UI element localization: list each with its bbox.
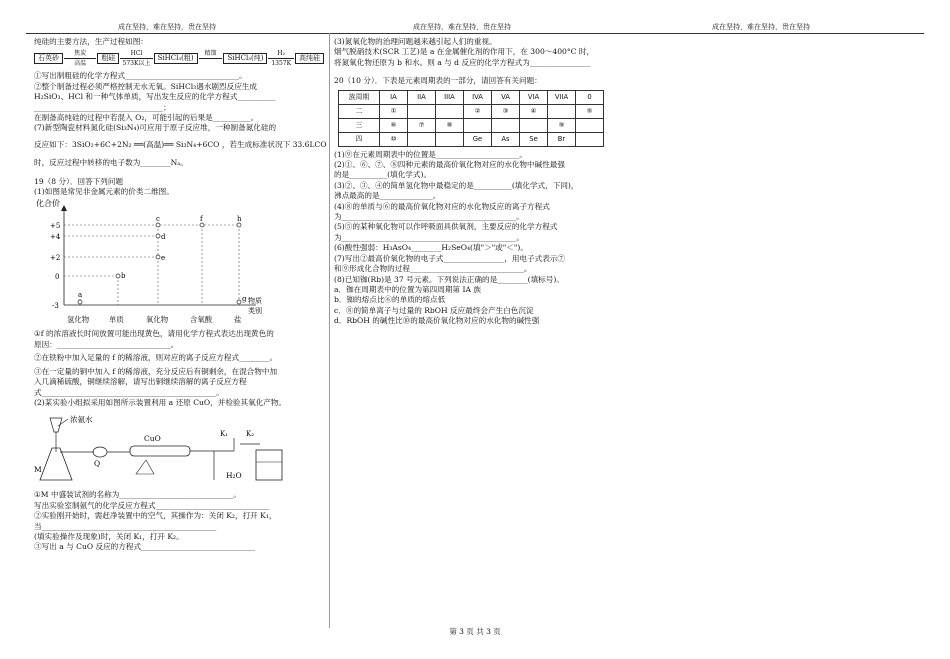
ytick: +4 [50,233,61,242]
table-header-cell: VA [492,90,520,104]
text-line: H₂SiO₃、HCl 和一种气体单质，写出发生反应的化学方程式__________ [34,92,276,102]
table-cell [492,118,520,132]
flow-arrow-2: HCl 573K以上 [120,50,152,67]
text-line: ①M 中盛装试剂的名称为______________________________。 [34,490,241,500]
option-d: d．RbOH 的碱性比⑩的最高价氧化物对应的水化物的碱性强 [334,316,540,326]
table-cell: ⑧ [436,118,464,132]
text-line: ③写出 a 与 CuO 反应的方程式______________________________ [34,542,255,552]
table-cell [548,104,576,118]
text-line: (4)⑧的单质与⑥的最高价氧化物对应的水化物反应的离子方程式 [334,201,550,211]
text-line: 烟气脱硝技术(SCR 工艺)是 a 在金属催化剂的作用下，在 300～400°C 时， [334,47,595,57]
text-line: (7)新型陶瓷材料氮化硅(Si₃N₄)可应用于原子反应堆，一种制备氮化硅的 [34,123,277,133]
flow-arrow-1: 焦炭 高温 [64,50,96,67]
table-cell: Ge [464,132,492,146]
table-header-cell: VIIA [548,90,576,104]
label-b: b [121,272,126,281]
table-cell [436,132,464,146]
text-line: (2)某实验小组拟采用如图所示装置利用 a 还原 CuO，并检验其氧化产物。 [34,397,287,407]
text-line: (1)如图是常见非金属元素的价类二维图。 [34,187,174,197]
table-cell: Br [548,132,576,146]
table-row [339,132,604,146]
table-cell: ③ [492,104,520,118]
ytick: 0 [55,273,60,282]
table-header-cell: IIA [408,90,436,104]
label-water: H₂O [226,471,242,481]
table-header-cell: 族周期 [339,90,380,104]
label-e: e [161,254,166,263]
production-flowchart [34,50,324,67]
ytick: -3 [52,302,59,311]
table-cell: Se [520,132,548,146]
label-h: h [237,215,242,224]
label-k2: K₂ [246,430,255,439]
table-header-cell: VIA [520,90,548,104]
header-rule [26,33,924,34]
flow-arrow-4: H₂ 1357K [268,50,294,67]
table-cell [436,104,464,118]
question-20-title: 20（10 分）．下表是元素周期表的一部分，请回答有关问题： [334,76,542,86]
text-line: 时，反应过程中转移的电子数为________Nₐ。 [34,158,188,168]
label-d: d [161,233,166,242]
table-cell: 三 [339,118,380,132]
column-divider [329,33,330,628]
text-line: (6)酸性强弱：H₃AsO₄________H₂SeO₄(填"＞"或"＜")。 [334,243,528,253]
ytick: +5 [50,222,61,231]
table-cell: ④ [520,104,548,118]
table-header-cell: IVA [464,90,492,104]
xcat: 氢化物 [67,315,90,325]
table-cell: ⑥ [380,118,408,132]
text-line: ③在一定量的铜中加入 f 的稀溶液，充分反应后有铜剩余，在混合物中加 [34,366,278,376]
text-line: 的是__________(填化学式)。 [334,170,432,180]
label-a: a [78,291,83,300]
label-g: g [242,295,247,304]
label-m: M [34,465,42,475]
point-c [156,223,160,227]
question-19-title: 19（8 分）．回答下列问题 [34,176,124,186]
apparatus-diagram [34,408,314,490]
table-header-cell: IA [380,90,408,104]
table-header-cell: 0 [576,90,604,104]
text-line: 入几滴稀硫酸，铜继续溶解，请写出铜继续溶解的离子反应方程 [34,377,247,387]
table-cell [408,104,436,118]
table-cell [408,132,436,146]
point-b [116,274,120,278]
flow-box-5: 高纯硅 [295,53,324,64]
label-f: f [200,215,203,224]
point-d [156,234,160,238]
periodic-table [338,90,604,147]
text-line: ②整个制备过程必须严格控制无水无氧。SiHCl₃遇水剧烈反应生成 [34,81,257,91]
text-line: (填实验操作及现象)时，关闭 K₁，打开 K₂。 [34,531,184,541]
table-cell: ② [464,104,492,118]
chart-xlabel: 物质 [248,297,262,306]
xcat: 氧化物 [146,315,169,325]
table-cell: As [492,132,520,146]
table-row [339,118,604,132]
text-line: 和⑨形成化合物的过程______________________________。 [334,264,532,274]
valence-class-chart [34,197,284,315]
point-f [200,223,204,227]
xcat: 单质 [109,315,124,325]
header-motto-middle: 成在坚持，难在坚持，贵在坚持 [413,23,511,31]
text-line: 原因：______________________________。 [34,339,179,349]
text-line: 在制备高纯硅的过程中若混入 O₂，可能引起的后果是__________。 [34,113,259,123]
text-line: ②在铁粉中加入足量的 f 的稀溶液，则对应的离子反应方程式________。 [34,353,278,363]
label-ammonia: 浓氨水 [70,415,93,425]
text-line: 反应如下：3SiO₂+6C+2N₂ ══(高温)══ Si₃N₄+6CO ，若生成标准状况下 33.6LCO [34,139,327,149]
point-g [237,300,241,304]
text-line: 沸点最高的是______________。 [334,191,441,201]
table-cell: ⑤ [576,104,604,118]
table-cell: ⑨ [548,118,576,132]
table-cell [520,118,548,132]
intro-text: 纯硅的主要方法，生产过程如图： [34,37,148,46]
text-line: ①写出制粗硅的化学方程式______________________________。 [34,71,247,81]
label-k1: K₁ [220,430,229,439]
text-line: 写出实验室制氨气的化学反应方程式______________________________ [34,500,270,510]
left-column [34,37,327,553]
label-cuo: CuO [144,434,161,444]
label-q: Q [94,459,101,469]
text-line: 当______________________________________________ [34,521,217,531]
header-motto-right: 成在坚持，难在坚持，贵在坚持 [712,23,810,31]
text-line: (7)写出②最高价氧化物的电子式________________，用电子式表示⑦ [334,253,565,263]
text-line: (3)氮氧化物的治理问题越来越引起人们的重视。 [334,37,497,46]
point-e [156,255,160,259]
text-line: 为______________________________________________。 [334,232,524,242]
right-column [334,37,634,327]
table-row [339,104,604,118]
page-footer: 第 3 页 共 3 页 [449,627,501,636]
header-motto-left: 成在坚持，难在坚持，贵在坚持 [118,23,216,31]
table-cell: ⑩ [380,132,408,146]
xcat: 含氧酸 [190,315,213,325]
point-h [237,223,241,227]
text-line: 式______________________________________________。 [34,387,224,397]
table-cell: 四 [339,132,380,146]
table-cell [464,118,492,132]
flow-box-3: SiHCl₃(粗) [154,53,198,64]
table-cell: ⑦ [408,118,436,132]
xcat: 盐 [234,315,242,325]
table-cell [576,118,604,132]
flow-box-2: 粗硅 [97,53,119,64]
chart-xcats [34,315,324,326]
text-line: 为______________________________________________。 [334,212,524,222]
text-line: __________________________________； [34,102,171,112]
point-a [78,300,82,304]
text-line: ①f 的浓溶液长时间放置可能出现黄色，请用化学方程式表达出现黄色的 [34,329,274,339]
text-line: (8)已知铷(Rb)是 37 号元素。下列说法正确的是________(填标号)。 [334,274,564,284]
table-cell: ① [380,104,408,118]
option-c: c．⑧的简单离子与过量的 RbOH 反应最终会产生白色沉淀 [334,305,534,315]
text-line: 将氮氧化物还原为 b 和水。则 a 与 d 反应的化学方程式为________________ [334,57,591,67]
text-line: ②实验刚开始时，需赶净装置中的空气，其操作为：关闭 K₂，打开 K₁， [34,511,277,521]
flow-arrow-3: 精馏 [199,50,223,67]
text-line: (2)①、⑥、⑦、⑧四种元素的最高价氧化物对应的水化物中碱性最强 [334,160,565,170]
flow-box-1: 石英砂 [34,53,63,64]
text-line: (1)⑨在元素周期表中的位置是______________________。 [334,149,528,159]
text-line: (3)②、③、④的简单氢化物中最稳定的是__________(填化学式，下同)， [334,180,579,190]
flow-box-4: SiHCl₃(纯) [223,53,267,64]
option-a: a．铷在周期表中的位置为第四周期第 IA 族 [334,284,481,294]
option-b: b．铷的熔点比⑥的单质的熔点低 [334,295,446,305]
table-cell [576,132,604,146]
table-cell: 二 [339,104,380,118]
text-line: (5)⑤的某种氧化物可以作呼吸面具供氧剂，主要反应的化学方程式 [334,222,558,232]
chart-xlabel: 类别 [248,307,262,316]
table-header-cell: IIIA [436,90,464,104]
chart-ylabel: 化合价 [36,199,60,209]
ytick: +2 [50,254,61,263]
label-c: c [156,215,160,224]
